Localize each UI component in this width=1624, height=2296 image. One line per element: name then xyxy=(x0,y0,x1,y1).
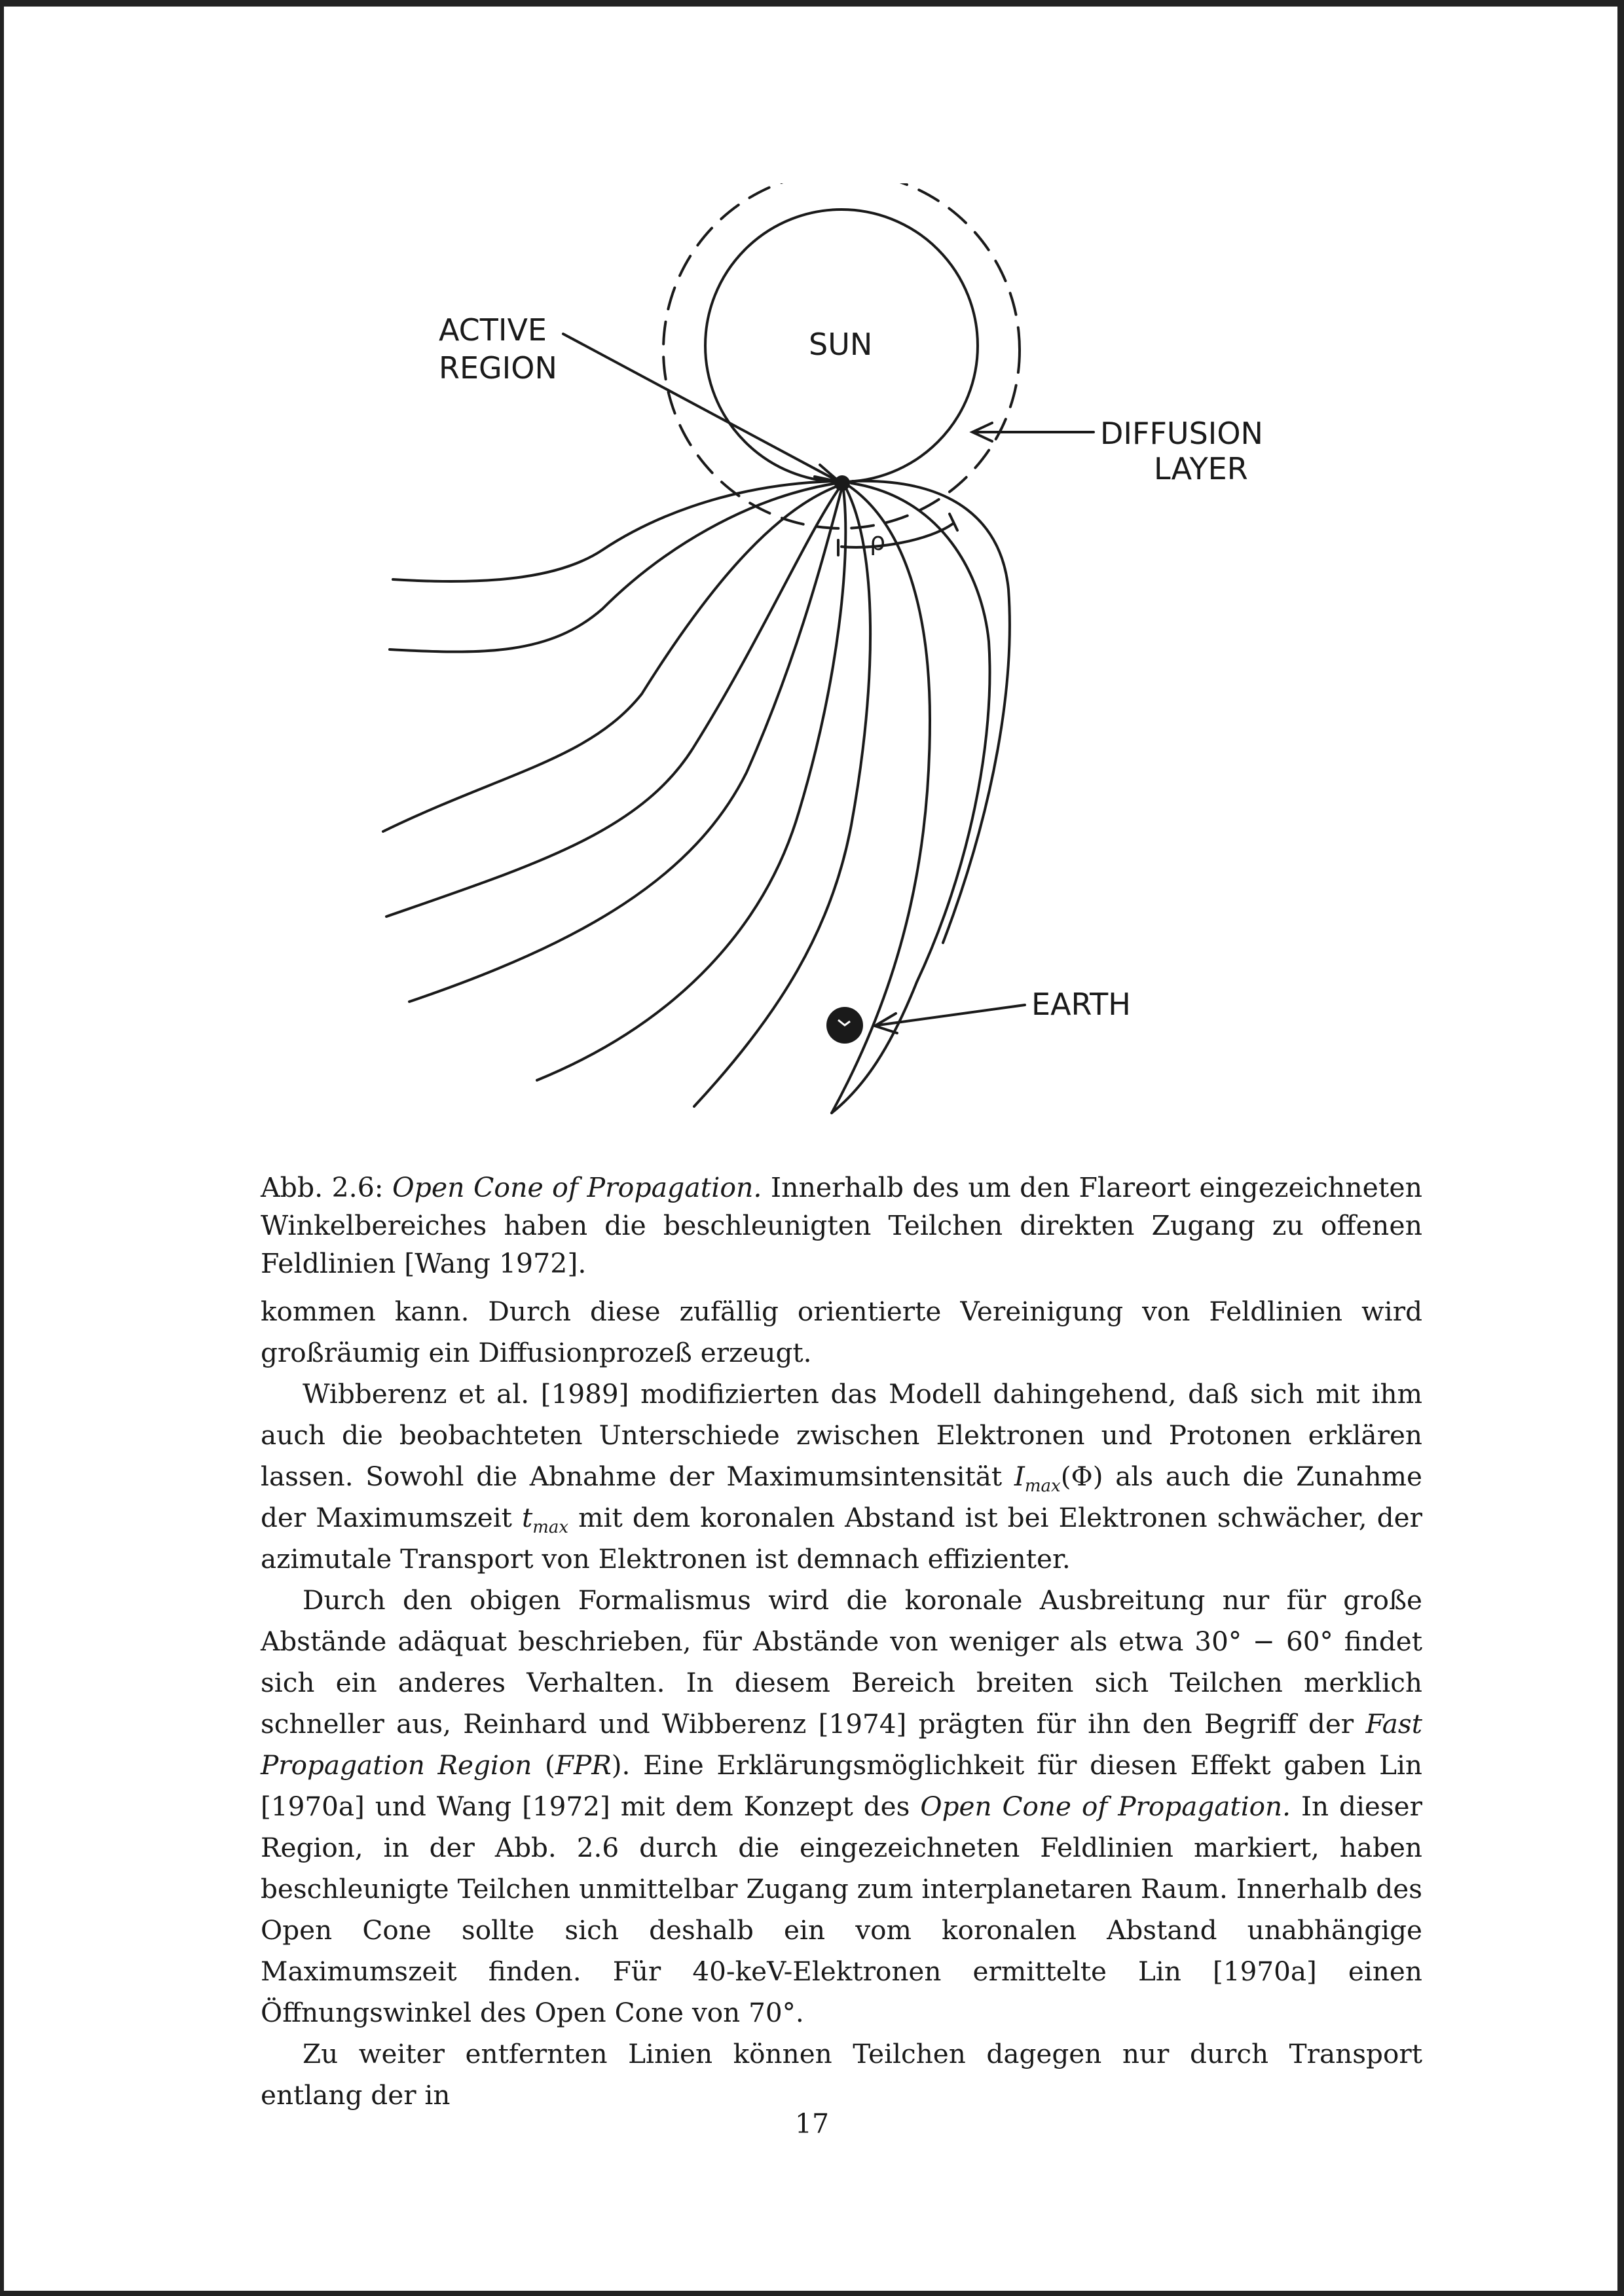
label-earth: EARTH xyxy=(1031,987,1131,1022)
body-text xyxy=(261,1291,1422,2116)
scan-border-top xyxy=(0,0,1624,7)
p3-a: Durch den obigen Formalismus wird die koronale Ausbreitung nur für große Abstände adäquat beschrieben, für Abstände von weniger als etwa 30° − 60° findet sich ein anderes Verhalten. In diesem Bereich breiten sich Teilchen merklich schneller aus, Reinhard und Wibberenz [1974] prägten für ihn den Begriff der xyxy=(261,1584,1422,1740)
page-number: 17 xyxy=(794,2108,830,2140)
caption-title: Open Cone of Propagation. xyxy=(392,1172,762,1203)
active-region-spot xyxy=(834,475,850,491)
label-rho: ρ xyxy=(870,527,886,556)
p2-c: mit dem koronalen Abstand ist bei Elektronen schwächer, der azimutale Transport von Elektronen ist demnach effizienter. xyxy=(261,1502,1422,1575)
p2-b: als auch die Zunahme der Maximumszeit xyxy=(261,1461,1422,1533)
label-sun: SUN xyxy=(809,327,873,362)
scan-border-left xyxy=(0,0,4,2296)
p2-tmax-sub: max xyxy=(532,1518,569,1538)
open-cone-figure xyxy=(354,183,1323,1126)
p3-fpr-abbr: FPR xyxy=(555,1749,612,1781)
p3-fpr: Fast Propagation Region xyxy=(261,1708,1422,1781)
field-line xyxy=(409,490,841,1002)
paragraph-1: kommen kann. Durch diese zufällig orientierte Vereinigung von Feldlinien wird großräumig ein Diffusionprozeß erzeugt. xyxy=(261,1296,1422,1368)
p3-b: ( xyxy=(532,1749,555,1781)
scan-border-right xyxy=(1617,0,1624,2296)
field-line xyxy=(386,488,840,917)
p2-imax-sub: max xyxy=(1024,1476,1061,1497)
earth-pointer xyxy=(877,1005,1025,1025)
p2-imax: I xyxy=(1014,1461,1025,1492)
field-line xyxy=(537,490,845,1080)
caption-prefix: Abb. 2.6: xyxy=(261,1172,393,1203)
paragraph-2 xyxy=(261,1374,1422,1580)
label-active-region-2: REGION xyxy=(439,350,557,386)
paragraph-4: Zu weiter entfernten Linien können Teilchen dagegen nur durch Transport entlang der in xyxy=(261,2038,1422,2111)
field-lines xyxy=(383,481,1010,1113)
figure-caption xyxy=(261,1169,1422,1283)
field-line xyxy=(383,486,838,831)
p2-phi: (Φ) xyxy=(1060,1461,1103,1492)
p3-c: ). Eine Erklärungsmöglichkeit für diesen Effekt gaben Lin [1970a] und Wang [1972] mit dem Konzept des xyxy=(261,1749,1423,1822)
p3-d: In dieser Region, in der Abb. 2.6 durch die eingezeichneten Feldlinien markiert, haben beschleunigte Teilchen unmittelbar Zugang zum interplanetaren Raum. Innerhalb des Open Cone sollte sich deshalb ein vom koronalen Abstand unabhängige Maximumszeit finden. Für 40-keV-Elektronen ermittelte Lin [1970a] einen Öffnungswinkel des Open Cone von 70°. xyxy=(261,1791,1422,2028)
label-diffusion-1: DIFFUSION xyxy=(1100,416,1263,451)
scan-border-bottom xyxy=(0,2291,1624,2296)
paragraph-3 xyxy=(261,1580,1422,2033)
p3-ocp: Open Cone of Propagation. xyxy=(920,1791,1291,1822)
p2-a: Wibberenz et al. [1989] modifizierten das Modell dahingehend, daß sich mit ihm auch die beobachteten Unterschiede zwischen Elektronen und Protonen erklären lassen. Sowohl die Abnahme der Maximumsintensität xyxy=(261,1378,1422,1492)
label-diffusion-2: LAYER xyxy=(1154,451,1248,486)
p2-tmax: t xyxy=(521,1502,533,1533)
field-line xyxy=(390,483,837,652)
label-active-region-1: ACTIVE xyxy=(439,312,547,348)
caption-text: Innerhalb des um den Flareort eingezeichneten Winkelbereiches haben die beschleunigten Teilchen direkten Zugang zu offenen Feldlinien [Wang 1972]. xyxy=(261,1172,1423,1279)
